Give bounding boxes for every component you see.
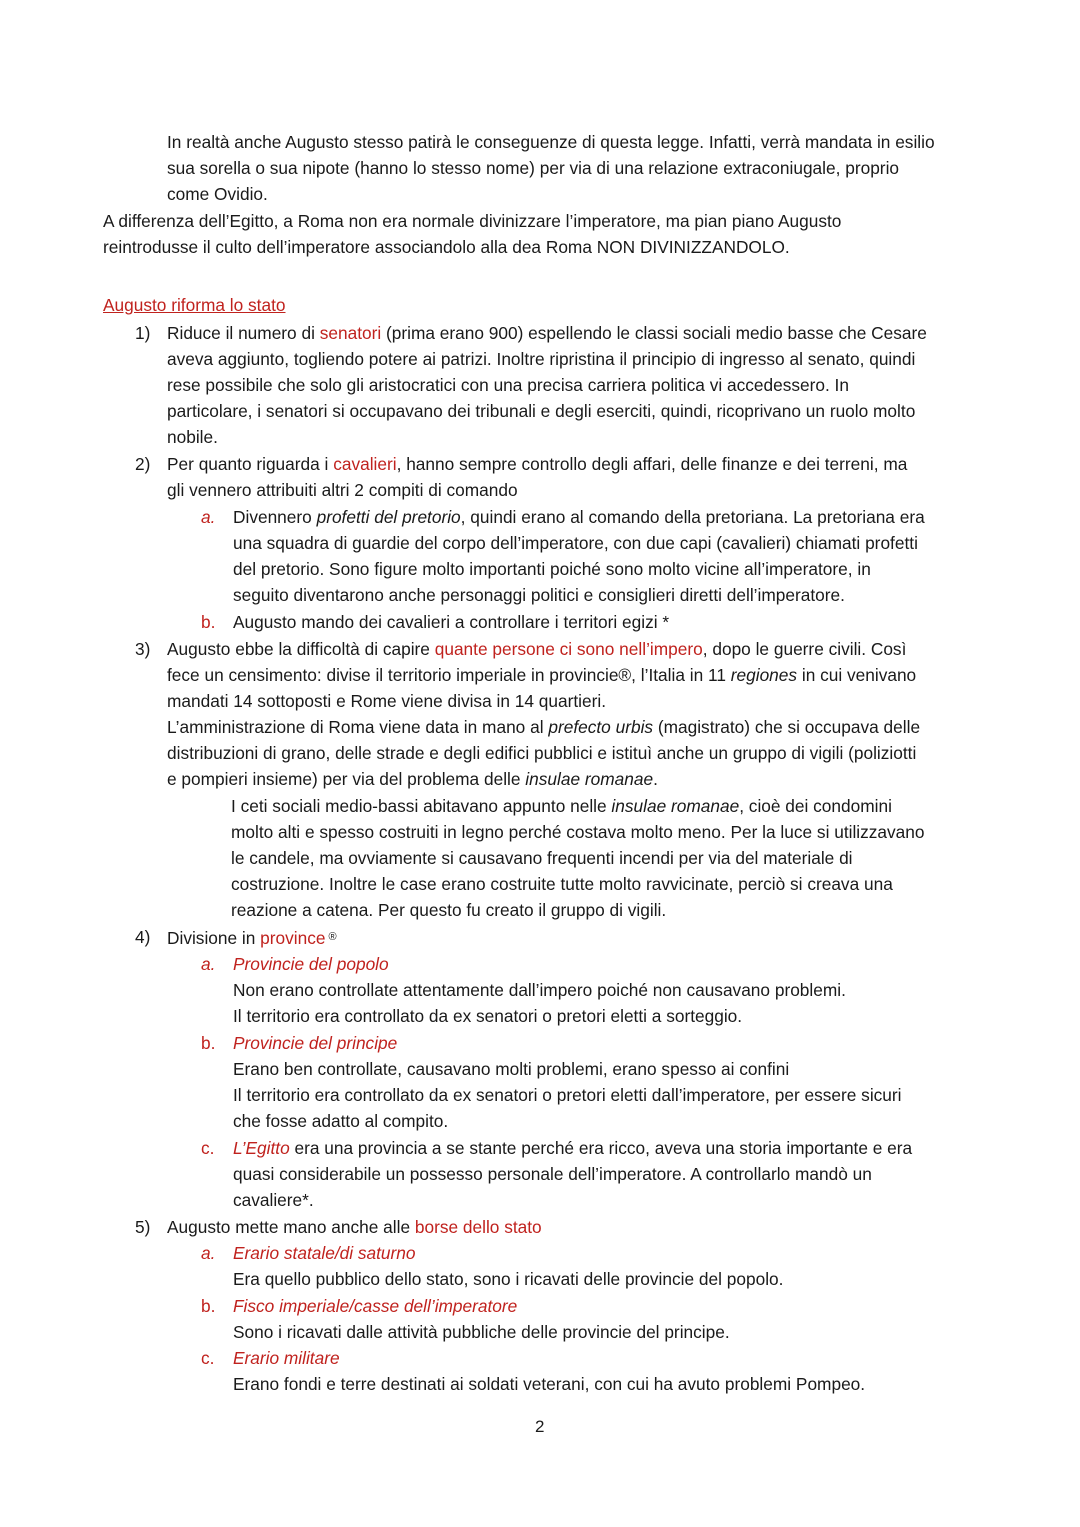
- sub-item-title: Provincie del popolo: [233, 954, 389, 974]
- intro-line: A differenza dell’Egitto, a Roma non era normale divinizzare l’imperatore, ma pian piano Augusto: [103, 211, 842, 231]
- sub-item-line: L’Egitto era una provincia a se stante perché era ricco, aveva una storia importante e era: [233, 1138, 913, 1158]
- indented-paragraph-line: molto alti e spesso costruiti in legno perché costava molto meno. Per la luce si utilizzavano: [231, 822, 925, 842]
- sub-letter: a.: [201, 507, 216, 527]
- sub-letter: b.: [201, 1296, 216, 1316]
- sub-letter: c.: [201, 1348, 215, 1368]
- sub-item-line: Il territorio era controllato da ex senatori o pretori eletti a sorteggio.: [233, 1006, 743, 1026]
- list-item-line: Augusto mette mano anche alle borse dello stato: [167, 1217, 542, 1237]
- sub-item-line: Erano ben controllate, causavano molti problemi, erano spesso ai confini: [233, 1059, 790, 1079]
- list-number: 4): [135, 927, 151, 947]
- list-item-line: nobile.: [167, 427, 218, 447]
- sub-item-title: Erario statale/di saturno: [233, 1243, 416, 1263]
- highlight-term: senatori: [319, 323, 382, 343]
- intro-line: In realtà anche Augusto stesso patirà le conseguenze di questa legge. Infatti, verrà mandata in esilio: [167, 132, 935, 152]
- list-item-line: e pompieri insieme) per via del problema delle insulae romanae.: [167, 769, 658, 789]
- sub-item-title: Erario militare: [233, 1348, 340, 1368]
- sub-item-line: Il territorio era controllato da ex senatori o pretori eletti dall’imperatore, per essere sicuri: [233, 1085, 902, 1105]
- sub-item-title: Provincie del principe: [233, 1033, 398, 1053]
- highlight-term: cavalieri: [333, 454, 397, 474]
- list-number: 2): [135, 454, 151, 474]
- sub-item-line: quasi considerabile un possesso personale dell’imperatore. A controllarlo mandò un: [233, 1164, 872, 1184]
- highlight-term: quante persone ci sono nell’impero: [434, 639, 703, 659]
- highlight-term: province: [260, 928, 326, 948]
- sub-item-line: cavaliere*.: [233, 1190, 314, 1210]
- intro-line: reintrodusse il culto dell’imperatore associandolo alla dea Roma NON DIVINIZZANDOLO.: [103, 237, 790, 257]
- sub-item-line: che fosse adatto al compito.: [233, 1111, 449, 1131]
- sub-item-line: del pretorio. Sono figure molto importanti poiché sono molto vicine all’imperatore, in: [233, 559, 871, 579]
- sub-item-line: Sono i ricavati dalle attività pubbliche delle provincie del principe.: [233, 1322, 730, 1342]
- list-item-line: L’amministrazione di Roma viene data in mano al prefecto urbis (magistrato) che si occupava delle: [167, 717, 921, 737]
- list-item-line: Riduce il numero di senatori (prima erano 900) espellendo le classi sociali medio basse che Cesare: [167, 323, 927, 343]
- list-item-line: particolare, i senatori si occupavano dei tribunali e degli eserciti, quindi, ricoprivano un ruolo molto: [167, 401, 916, 421]
- list-item-line: fece un censimento: divise il territorio imperiale in provincie®, l’Italia in 11 regiones in cui venivano: [167, 665, 917, 685]
- sub-letter: b.: [201, 1033, 216, 1053]
- highlight-term: borse dello stato: [414, 1217, 542, 1237]
- sub-item-line: Erano fondi e terre destinati ai soldati veterani, con cui ha avuto problemi Pompeo.: [233, 1374, 866, 1394]
- list-item-line: gli vennero attribuiti altri 2 compiti di comando: [167, 480, 518, 500]
- list-item-line: aveva aggiunto, togliendo potere ai patrizi. Inoltre ripristina il principio di ingresso al senato, quindi: [167, 349, 916, 369]
- indented-paragraph-line: reazione a catena. Per questo fu creato il gruppo di vigili.: [231, 900, 667, 920]
- page-number: 2: [535, 1417, 545, 1436]
- list-number: 5): [135, 1217, 151, 1237]
- sub-letter: b.: [201, 612, 216, 632]
- list-item-line: Divisione in province ®: [167, 928, 337, 948]
- list-item-line: mandati 14 sottoposti e Rome viene divisa in 14 quartieri.: [167, 691, 606, 711]
- sub-letter: c.: [201, 1138, 215, 1158]
- sub-item-line: una squadra di guardie del corpo dell’imperatore, con due capi (cavalieri) chiamati profetti: [233, 533, 918, 553]
- list-number: 1): [135, 323, 151, 343]
- list-number: 3): [135, 639, 151, 659]
- indented-paragraph-line: le candele, ma ovviamente si causavano frequenti incendi per via del materiale di: [231, 848, 853, 868]
- sub-item-line: Non erano controllate attentamente dall’impero poiché non causavano problemi.: [233, 980, 846, 1000]
- list-item-line: distribuzioni di grano, delle strade e degli edifici pubblici e istituì anche un gruppo di vigili (poliziotti: [167, 743, 917, 763]
- section-heading: Augusto riforma lo stato: [103, 295, 286, 315]
- intro-line: come Ovidio.: [167, 184, 268, 204]
- list-item-line: Augusto ebbe la difficoltà di capire quante persone ci sono nell’impero, dopo le guerre civili. Così: [167, 639, 907, 659]
- sub-item-title: Fisco imperiale/casse dell’imperatore: [233, 1296, 518, 1316]
- sub-item-line: Divennero profetti del pretorio, quindi erano al comando della pretoriana. La pretoriana era: [233, 507, 925, 527]
- sub-item-line: Era quello pubblico dello stato, sono i ricavati delle provincie del popolo.: [233, 1269, 784, 1289]
- intro-line: sua sorella o sua nipote (hanno lo stesso nome) per via di una relazione extraconiugale, proprio: [167, 158, 900, 178]
- sub-letter: a.: [201, 1243, 216, 1263]
- list-item-line: Per quanto riguarda i cavalieri, hanno sempre controllo degli affari, delle finanze e dei terreni, ma: [167, 454, 908, 474]
- list-item-line: rese possibile che solo gli aristocratici con una precisa carriera politica vi accedessero. In: [167, 375, 849, 395]
- indented-paragraph-line: I ceti sociali medio-bassi abitavano appunto nelle insulae romanae, cioè dei condomini: [231, 796, 892, 816]
- sub-letter: a.: [201, 954, 216, 974]
- sub-item-line: Augusto mando dei cavalieri a controllare i territori egizi *: [233, 612, 670, 632]
- sub-item-line: seguito diventarono anche personaggi politici e consiglieri diretti dell’imperatore.: [233, 585, 845, 605]
- indented-paragraph-line: costruzione. Inoltre le case erano costruite tutte molto ravvicinate, perciò si creava una: [231, 874, 893, 894]
